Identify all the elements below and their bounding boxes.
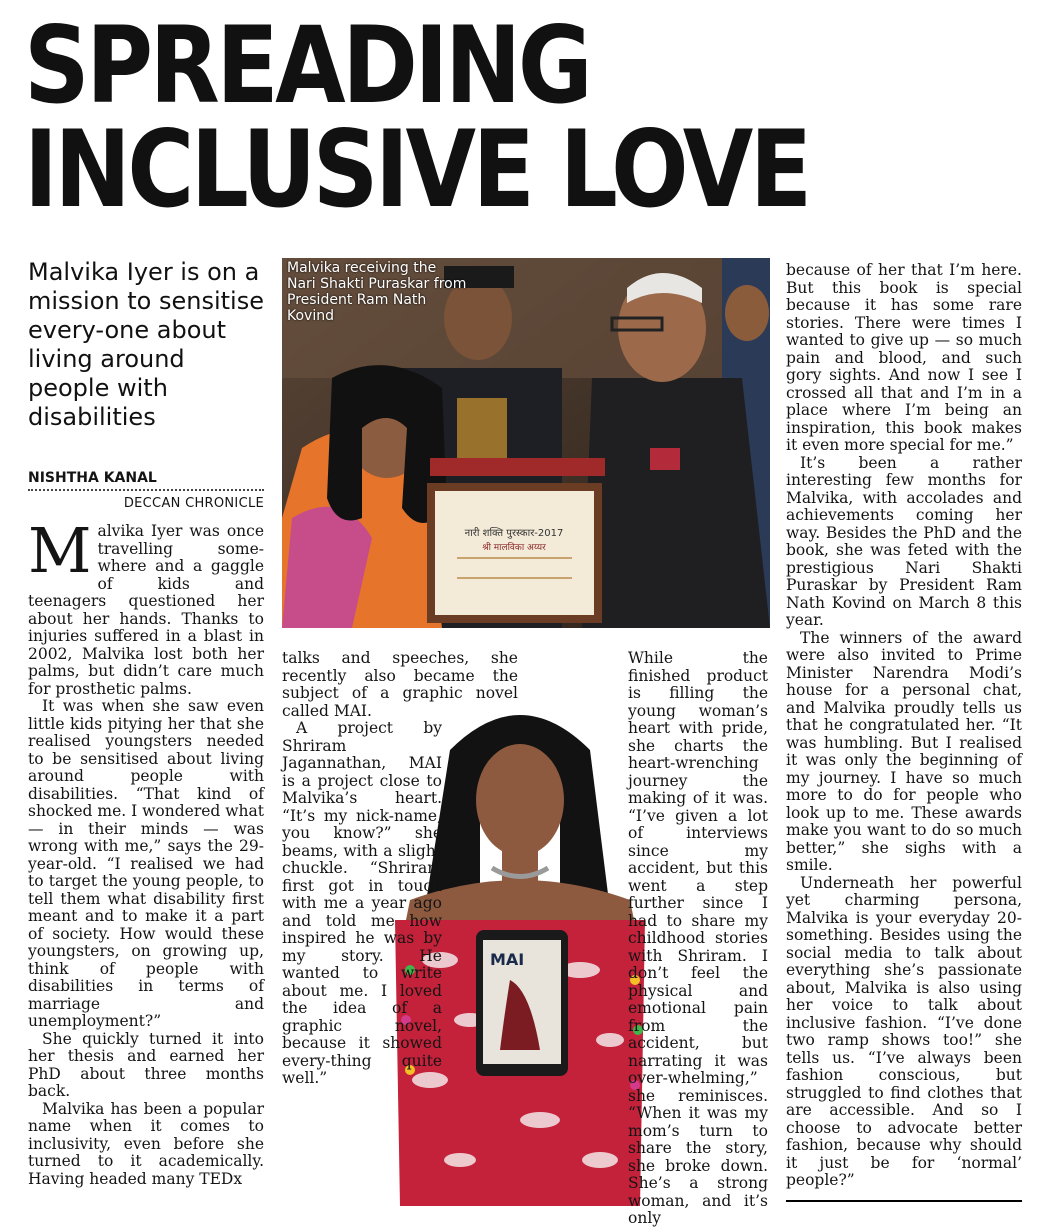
certificate-title: नारी शक्ति पुरस्कार-2017 [464,528,564,539]
article-paragraph: Underneath her powerful yet charming persona, Malvika is your everyday 20-something. Besides using the social media to talk about everything she’s passionate about, Malvika is also using her voice to talk about inclusive fashion. “I’ve done two ramp shows too!” she tells us. “I’ve always been fashion conscious, but struggled to find clothes that are accessible. And so I choose to advocate better fashion, because why should it just be for ‘normal’ people?” [786,873,1022,1189]
article-column-2 [282,649,518,1088]
article-column-4 [786,262,1022,1190]
headline [24,4,884,231]
drop-cap: M [28,514,92,587]
deck-text: Malvika Iyer is on a mission to sensitise every-one about living around people with disabilities [28,258,264,431]
article-paragraph: The winners of the award were also invited to Prime Minister Narendra Modi’s house for a personal chat, and Malvika proudly tells us that he congratulated her. “It was humbling. But I realised it was only the beginning of my journey. I have so much more to do for people who look up to me. These awards make you want to do so much better,” she sighs with a smile. [786,628,1022,874]
article-paragraph: It’s been a rather interesting few months for Malvika, with accolades and achievements coming her way. Besides the PhD and the book, she was feted with the prestigious Nari Shakti Puraskar by President Ram Nath Kovind on March 8 this year. [786,453,1022,629]
article-paragraph: While the finished product is filling the young woman’s heart with pride, she charts the heart-wrenching journey the making of it was. “I’ve given a lot of interviews since my accident, but this went a step further since I had to share my childhood stories with Shriram. I don’t feel the physical and emotional pain from the accident, but narrating it was over-whelming,” she reminisces. “When it was my mom’s turn to share the story, she broke down. She’s a strong woman, and it’s only [628,649,768,1227]
article-paragraph: Malvika has been a popular name when it comes to inclusivity, even before she turned to it academically. Having headed many TEDx [28,1099,264,1188]
article-paragraph: A project by Shriram Jagannathan, MAI is a project close to Malvika’s heart. “It’s my nick-name, you know?” she beams, with a slight chuckle. “Shriram first got in touch with me a year ago and told me how inspired he was by my story. He wanted to write about me. I loved the idea of a graphic novel, because it showed every-thing quite well.” [282,719,442,1087]
headline-line-2: INCLUSIVE LOVE [24,108,809,231]
headline-line-1: SPREADING [24,4,590,127]
photo-caption: Malvika receiving the Nari Shakti Puraskar from President Ram Nath Kovind [287,260,467,324]
certificate-name: श्री मालविका अय्यर [482,543,546,553]
article-paragraph: because of her that I’m here. But this book is special because it has some rare stories. There were times I wanted to give up — so much pain and blood, and such gory sights. And now I see I crossed all that and I’m in a place where I’m being an inspiration, this book makes it even more special for me.” [786,261,1022,454]
book-title: MAI [490,950,525,969]
publication-name: DECCAN CHRONICLE [123,496,264,511]
bottom-rule [786,1200,1022,1202]
article-paragraph: It was when she saw even little kids pitying her that she realised youngsters needed to be sensitised about living around people with disabilities. “That kind of shocked me. I wondered what — in their minds — was wrong with me,” says the 29-year-old. “I realised we had to target the young people, to tell them what disability first meant and to make it a part of society. How would these youngsters, on growing up, think of people with disabilities in terms of marriage and unemployment?” [28,697,264,1030]
article-paragraph: She quickly turned it into her thesis and earned her PhD about three months back. [28,1029,264,1100]
article-paragraph [28,514,264,698]
byline: NISHTHA KANAL [28,470,264,491]
article-column-1 [28,514,264,1188]
paragraph-text: alvika Iyer was once travelling some-where and a gaggle of kids and teenagers questioned her about her hands. Thanks to injuries suffered in a blast in 2002, Malvika lost both her palms, but didn’t care much for prosthetic palms. [28,522,264,698]
article-paragraph: talks and speeches, she recently also became the subject of a graphic novel called MAI. [282,649,518,720]
article-column-3 [540,650,768,1228]
